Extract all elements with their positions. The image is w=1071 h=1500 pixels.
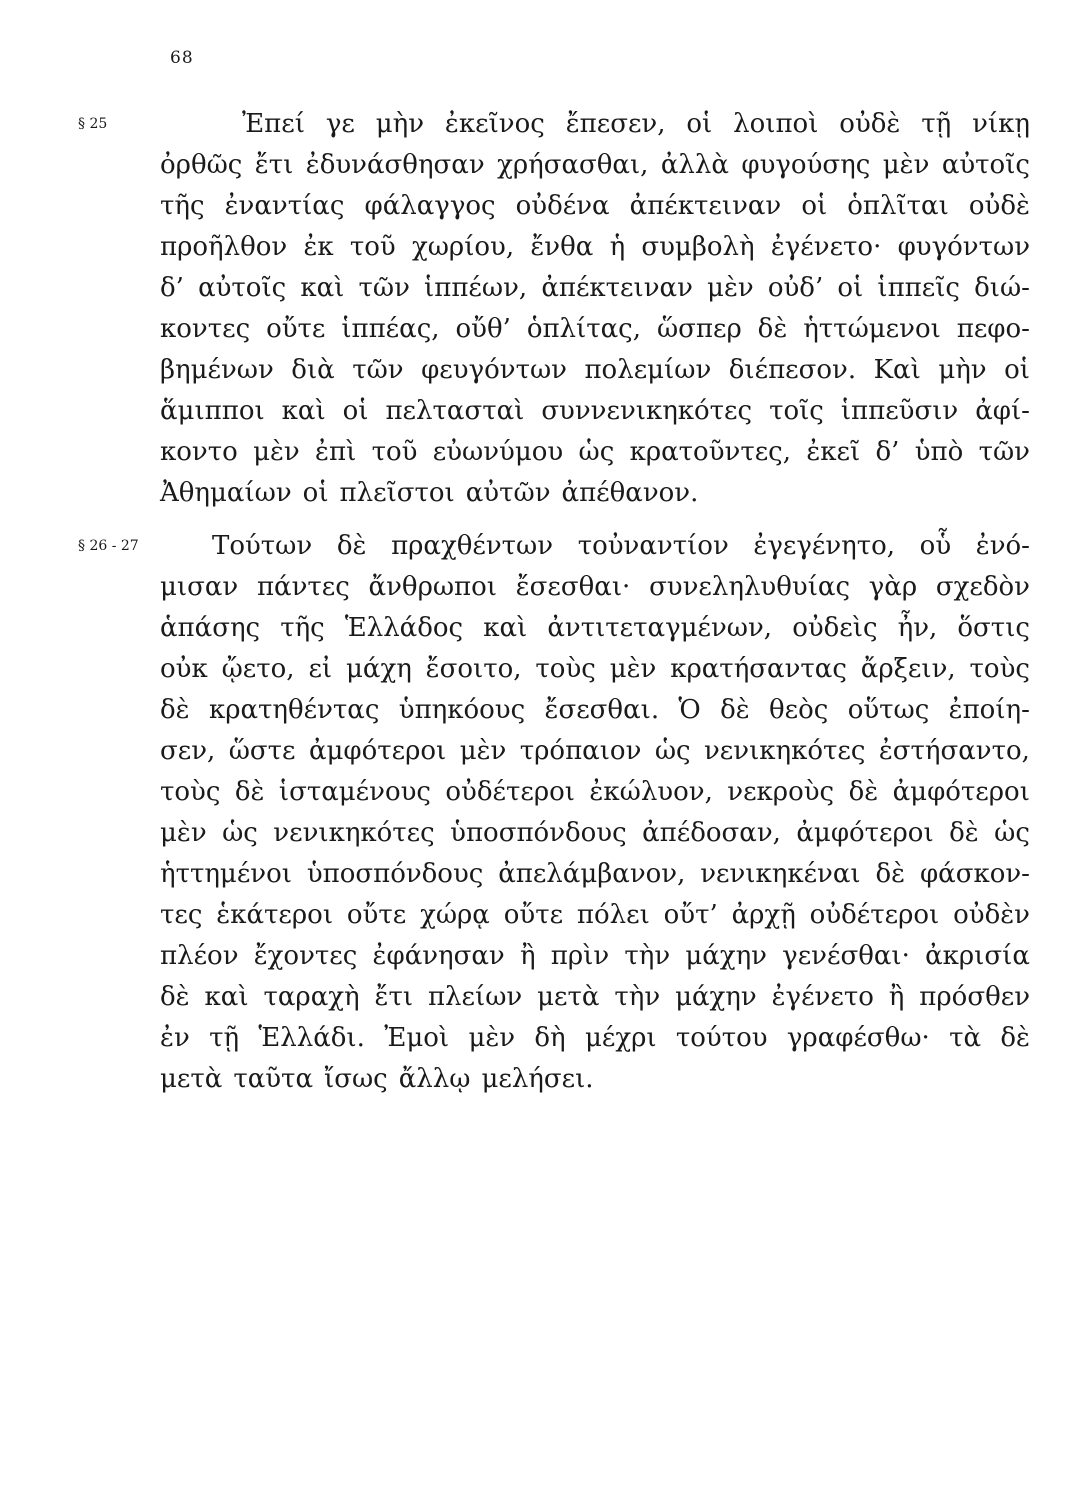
word: τοῦ xyxy=(371,437,418,467)
word: οἱ xyxy=(302,478,329,508)
word: ἀπέδοσαν, xyxy=(642,818,781,848)
word: μάχη xyxy=(346,654,412,684)
word: Τούτων xyxy=(212,531,313,561)
word: φευγόντων xyxy=(421,355,567,385)
word: τούτου xyxy=(675,1023,768,1053)
word: τῇ xyxy=(921,109,952,139)
word: ἄλλῳ xyxy=(398,1064,471,1094)
word: οὐδένα xyxy=(515,191,610,221)
word: δὴ xyxy=(534,1023,566,1053)
word: νενικηκότες xyxy=(273,818,435,848)
word: Καὶ xyxy=(873,355,921,385)
word: ἱσταμένους xyxy=(278,777,431,807)
word: οὗ xyxy=(919,531,952,561)
word: ὁπλῖται xyxy=(847,191,949,221)
word: Ἀθημαίων xyxy=(160,478,292,508)
section-text xyxy=(160,526,1030,1100)
word: ἑκάτεροι xyxy=(216,900,334,930)
word: τοῦ xyxy=(349,232,396,262)
word: οἱ xyxy=(342,396,369,426)
word: μετὰ xyxy=(160,1064,223,1094)
word: ἀμφότεροι xyxy=(892,777,1030,807)
word: ταραχὴ xyxy=(263,982,360,1012)
word: ὑποσπόνδους xyxy=(306,859,484,889)
word: νενικηκότες xyxy=(704,736,866,766)
word: ἐνό- xyxy=(975,531,1030,561)
word: γὰρ xyxy=(868,572,918,602)
word: ἔσοιτο, xyxy=(425,654,522,684)
word: οὐκ xyxy=(160,654,208,684)
word: τοὺς xyxy=(160,777,221,807)
word: κοντες xyxy=(160,314,251,344)
word: αὐτῶν xyxy=(465,478,551,508)
word: ἀρχῇ xyxy=(731,900,796,930)
word: ἔνθα xyxy=(530,232,594,262)
word: ὁπλίτας, xyxy=(526,314,641,344)
text-line xyxy=(160,936,1030,977)
word: οὔθ’ xyxy=(455,314,511,344)
page-number: 68 xyxy=(170,48,194,68)
word: ἱππεῦσιν xyxy=(840,396,959,426)
text-line xyxy=(160,1059,1030,1100)
word: τες xyxy=(160,900,203,930)
word: πάντες xyxy=(256,572,350,602)
text-line xyxy=(160,473,1030,514)
word: ἀφί- xyxy=(975,396,1030,426)
word: δὲ xyxy=(234,777,265,807)
word: ἀπέκτειναν xyxy=(629,191,782,221)
word: πλέον xyxy=(160,941,239,971)
word: τὰ xyxy=(949,1023,982,1053)
word: ἴσως xyxy=(324,1064,388,1094)
word: ὡς xyxy=(654,736,691,766)
word: δὲ xyxy=(757,314,788,344)
word: τῆς xyxy=(160,191,205,221)
word: μὲν xyxy=(459,736,507,766)
word: ἱππεῖς xyxy=(877,273,960,303)
word: ἀμφότεροι xyxy=(796,818,934,848)
word: ὥσπερ xyxy=(656,314,742,344)
word: Ἑλλάδι. xyxy=(258,1023,365,1053)
word: μισαν xyxy=(160,572,239,602)
word: οὐδὲν xyxy=(953,900,1030,930)
word: γραφέσθω· xyxy=(786,1023,930,1053)
word: διὰ xyxy=(291,355,335,385)
word: τρόπαιον xyxy=(519,736,642,766)
word: μὴν xyxy=(375,109,425,139)
word: μέχρι xyxy=(584,1023,657,1053)
word: δ’ xyxy=(875,437,900,467)
word: ἀπελάμβανον, xyxy=(498,859,686,889)
text-line xyxy=(160,391,1030,432)
word: καὶ xyxy=(483,613,528,643)
text-line xyxy=(160,350,1030,391)
word: αὐτοῖς xyxy=(198,273,287,303)
word: ἔτι xyxy=(374,982,414,1012)
word: φάλαγγος xyxy=(364,191,496,221)
word: ἄνθρωποι xyxy=(368,572,497,602)
text-line xyxy=(160,186,1030,227)
text-line xyxy=(160,227,1030,268)
word: διέπεσον. xyxy=(728,355,857,385)
word: ἀλλὰ xyxy=(660,150,729,180)
word: ἔτι xyxy=(254,150,294,180)
text-line xyxy=(160,104,1030,145)
word: κοντο xyxy=(160,437,238,467)
word: ὀρθῶς xyxy=(160,150,243,180)
word: τὴν xyxy=(624,941,671,971)
word: οὕτως xyxy=(847,695,930,725)
word: ἀντιτεταγμένων, xyxy=(547,613,773,643)
word: νεκροὺς xyxy=(727,777,835,807)
word: Ἑλλάδος xyxy=(344,613,464,643)
word: ἦν, xyxy=(897,613,938,643)
word: χωρίου, xyxy=(411,232,515,262)
word: πόλει xyxy=(576,900,650,930)
word: ἀμφότεροι xyxy=(308,736,447,766)
word: ἐκώλυον, xyxy=(589,777,713,807)
word: μάχην xyxy=(685,941,767,971)
word: θεὸς xyxy=(769,695,829,725)
word: τοὐναντίον xyxy=(577,531,729,561)
word: ὡς xyxy=(994,818,1030,848)
word: μὲν xyxy=(707,273,754,303)
word: πλεῖστοι xyxy=(339,478,455,508)
word: ἡττώμενοι xyxy=(803,314,941,344)
word: Ἐμοὶ xyxy=(384,1023,450,1053)
word: οὔτ’ xyxy=(663,900,718,930)
text-line xyxy=(160,690,1030,731)
word: τοῖς xyxy=(769,396,824,426)
word: ὡς xyxy=(222,818,258,848)
word: τῶν xyxy=(978,437,1030,467)
word: κρατήσαντας xyxy=(670,654,847,684)
word: δὲ xyxy=(848,777,879,807)
word: δὲ xyxy=(160,695,190,725)
word: οὐδ’ xyxy=(767,273,824,303)
word: μὲν xyxy=(253,437,300,467)
text-line xyxy=(160,268,1030,309)
word: πελτασταὶ xyxy=(385,396,525,426)
word: οὐδὲ xyxy=(839,109,901,139)
word: οὐδεὶς xyxy=(792,613,878,643)
word: ἡττημένοι xyxy=(160,859,292,889)
word: οὔτε xyxy=(346,900,407,930)
word: ἢ xyxy=(888,982,905,1012)
word: οἱ xyxy=(686,109,713,139)
word: ἐγένετο xyxy=(771,982,874,1012)
text-line xyxy=(160,608,1030,649)
word: τῶν xyxy=(358,273,410,303)
word: πλείων xyxy=(427,982,523,1012)
word: πραχθέντων xyxy=(391,531,554,561)
word: ὑποσπόνδους xyxy=(450,818,627,848)
word: μὴν xyxy=(938,355,987,385)
word: ἐκεῖνος xyxy=(444,109,545,139)
word: ἐγεγένητο, xyxy=(753,531,896,561)
word: ἐπὶ xyxy=(315,437,357,467)
word: φυγούσης xyxy=(741,150,871,180)
text-line xyxy=(160,145,1030,186)
word: δὲ xyxy=(949,818,979,848)
section-text xyxy=(160,104,1030,514)
word: πρὶν xyxy=(550,941,610,971)
text-line xyxy=(160,567,1030,608)
word: οὐδέτεροι xyxy=(445,777,575,807)
word: μελήσει. xyxy=(481,1064,594,1094)
word: οὐδέτεροι xyxy=(809,900,940,930)
word: προῆλθον xyxy=(160,232,288,262)
word: ὑπὸ xyxy=(914,437,964,467)
text-line xyxy=(160,526,1030,567)
word: ἔσεσθαι. xyxy=(544,695,660,725)
word: ὅστις xyxy=(957,613,1030,643)
word: ἄρξειν, xyxy=(860,654,956,684)
word: ἐγένετο· xyxy=(770,232,882,262)
word: μὲν xyxy=(468,1023,516,1053)
word: τῇ xyxy=(209,1023,240,1053)
word: δ’ xyxy=(160,273,184,303)
word: σχεδὸν xyxy=(935,572,1030,602)
word: Ἐπεί xyxy=(242,109,305,139)
word: ἅμιπποι xyxy=(160,396,265,426)
word: Ὁ xyxy=(678,695,701,725)
text-line xyxy=(160,1018,1030,1059)
word: οὐδὲ xyxy=(968,191,1030,221)
text-line xyxy=(160,731,1030,772)
word: ἐδυνάσθησαν xyxy=(305,150,485,180)
word: ἱππέων, xyxy=(424,273,528,303)
text-line xyxy=(160,854,1030,895)
word: δὲ xyxy=(160,982,190,1012)
word: μὲν xyxy=(609,654,657,684)
text-line xyxy=(160,813,1030,854)
word: δὲ xyxy=(336,531,367,561)
word: κρατοῦντες, xyxy=(629,437,791,467)
word: ἀπέκτειναν xyxy=(541,273,693,303)
word: ἐστήσαντο, xyxy=(878,736,1030,766)
word: ὥστε xyxy=(228,736,296,766)
text-line xyxy=(160,649,1030,690)
word: ἐκ xyxy=(303,232,334,262)
word: χρήσασθαι, xyxy=(497,150,649,180)
word: τῶν xyxy=(352,355,404,385)
word: λοιποὶ xyxy=(733,109,819,139)
word: συμβολὴ xyxy=(641,232,755,262)
word: ἢ xyxy=(519,941,536,971)
word: δὲ xyxy=(720,695,750,725)
word: πεφο- xyxy=(956,314,1030,344)
word: ᾤετο, xyxy=(221,654,295,684)
word: οἱ xyxy=(837,273,864,303)
word: ἀκρισία xyxy=(925,941,1030,971)
word: φάσκον- xyxy=(919,859,1030,889)
word: ἔπεσεν, xyxy=(565,109,666,139)
word: καὶ xyxy=(281,396,326,426)
word: νενικηκέναι xyxy=(700,859,861,889)
text-line xyxy=(160,977,1030,1018)
text-line xyxy=(160,309,1030,350)
text-line xyxy=(160,895,1030,936)
word: βημένων xyxy=(160,355,274,385)
word: γενέσθαι· xyxy=(782,941,910,971)
word: δὲ xyxy=(1000,1023,1030,1053)
word: ἁπάσης xyxy=(160,613,261,643)
word: ἡ xyxy=(609,232,626,262)
word: ἐποίη- xyxy=(948,695,1030,725)
word: ἐναντίας xyxy=(224,191,345,221)
word: συννενικηκότες xyxy=(541,396,753,426)
word: εὐωνύμου xyxy=(432,437,564,467)
word: αὐτοῖς xyxy=(941,150,1030,180)
word: οἱ xyxy=(801,191,828,221)
word: συνεληλυθυίας xyxy=(649,572,851,602)
section-marker: § 26 - 27 xyxy=(78,538,139,554)
word: καὶ xyxy=(300,273,345,303)
word: ὡς xyxy=(578,437,615,467)
word: διώ- xyxy=(974,273,1030,303)
word: ἐκεῖ xyxy=(806,437,861,467)
word: ἱππέας, xyxy=(341,314,440,344)
word: φυγόντων xyxy=(897,232,1030,262)
word: γε xyxy=(325,109,355,139)
word: τοὺς xyxy=(535,654,596,684)
word: δὲ xyxy=(875,859,906,889)
word: τὴν xyxy=(614,982,661,1012)
word: οὔτε xyxy=(266,314,326,344)
word: πολεμίων xyxy=(584,355,712,385)
word: μετὰ xyxy=(537,982,600,1012)
word: οἱ xyxy=(1004,355,1030,385)
word: μάχην xyxy=(675,982,757,1012)
word: ἐφάνησαν xyxy=(372,941,505,971)
section-marker: § 25 xyxy=(78,116,108,132)
word: ἔχοντες xyxy=(253,941,358,971)
word: καὶ xyxy=(204,982,249,1012)
word: τῆς xyxy=(280,613,325,643)
word: ὑπηκόους xyxy=(398,695,526,725)
word: ἀπέθανον. xyxy=(561,478,699,508)
word: σεν, xyxy=(160,736,216,766)
text-line xyxy=(160,772,1030,813)
word: μὲν xyxy=(160,818,207,848)
word: νίκῃ xyxy=(972,109,1030,139)
text-line xyxy=(160,432,1030,473)
word: οὔτε xyxy=(503,900,564,930)
word: εἰ xyxy=(308,654,333,684)
word: μὲν xyxy=(882,150,930,180)
word: κρατηθέντας xyxy=(208,695,380,725)
word: πρόσθεν xyxy=(919,982,1030,1012)
word: ἐν xyxy=(160,1023,190,1053)
word: ταῦτα xyxy=(233,1064,314,1094)
word: χώρᾳ xyxy=(420,900,490,930)
word: ἔσεσθαι· xyxy=(515,572,631,602)
word: τοὺς xyxy=(969,654,1030,684)
